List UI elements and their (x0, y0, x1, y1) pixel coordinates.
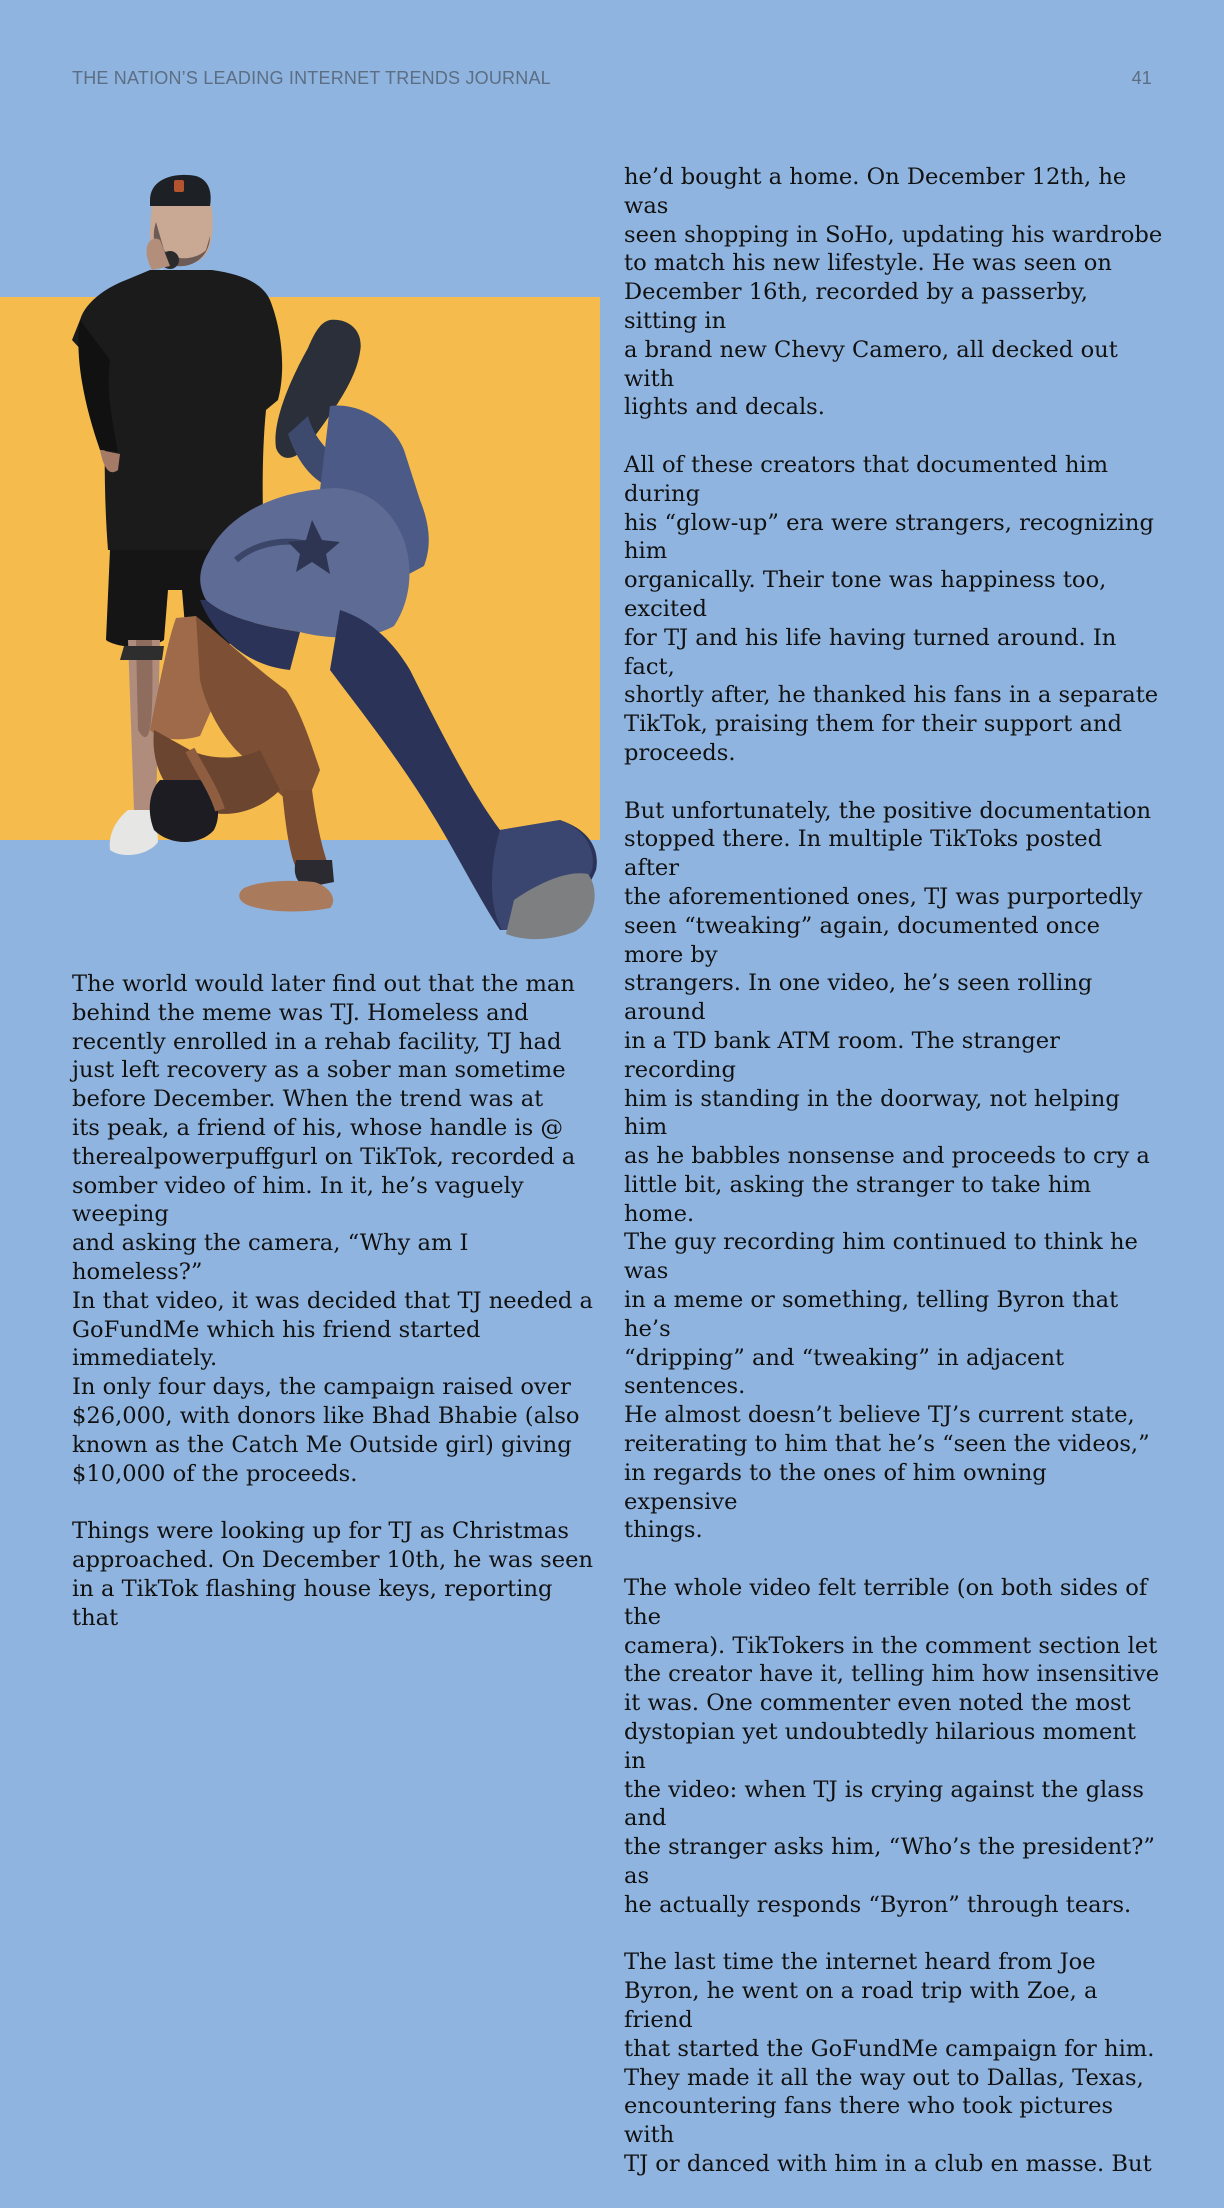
right-column (624, 163, 1164, 2208)
left-column (72, 970, 600, 1661)
paragraph: The world would later find out that the man behind the meme was TJ. Homeless and recently enrolled in a rehab facility, TJ had just left recovery as a sober man sometime before December. When the trend was at its peak, a friend of his, whose handle is @ therealpowerpuffgurl on TikTok, recorded a somber video of him. In it, he’s vaguely weeping and asking the camera, “Why am I homeless?” In that video, it was decided that TJ needed a GoFundMe which his friend started immediately. In only four days, the campaign raised over $26,000, with donors like Bhad Bhabie (also known as the Catch Me Outside girl) giving $10,000 of the proceeds. (72, 971, 593, 1487)
page-number: 41 (1131, 68, 1152, 88)
page-header (72, 68, 1152, 89)
paragraph: he’d bought a home. On December 12th, he was seen shopping in SoHo, updating his wardrobe to match his new lifestyle. He was seen on December 16th, recorded by a passerby, sitting in a brand new Chevy Camero, all decked out with lights and decals. (624, 164, 1163, 421)
breakdancer-and-rapper-illustration (0, 170, 612, 960)
paragraph: Things were looking up for TJ as Christmas approached. On December 10th, he was seen in a TikTok flashing house keys, reporting that (72, 1518, 594, 1631)
paragraph: All of these creators that documented him during his “glow-up” era were strangers, recognizing him organically. Their tone was happiness too, excited for TJ and his life having turned around. In fact, shortly after, he thanked his fans in a separate TikTok, praising them for their support and proceeds. (624, 451, 1159, 766)
paragraph: But unfortunately, the positive documentation stopped there. In multiple TikToks posted after the aforementioned ones, TJ was purportedly seen “tweaking” again, documented once more by strangers. In one video, he’s seen rolling around in a TD bank ATM room. The stranger recording him is standing in the doorway, not helping him as he babbles nonsense and proceeds to cry a little bit, asking the stranger to take him home. The guy recording him continued to think he was in a meme or something, telling Byron that he’s “dripping” and “tweaking” in adjacent sentences. He almost doesn’t believe TJ’s current state, reiterating to him that he’s “seen the videos,” in regards to the ones of him owning expensive things. (624, 797, 1152, 1544)
paragraph: The whole video felt terrible (on both sides of the camera). TikTokers in the comment section let the creator have it, telling him how insensitive it was. One commenter even noted the most dystopian yet undoubtedly hilarious moment in the video: when TJ is crying against the glass and the stranger asks him, “Who’s the president?” as he actually responds “Byron” through tears. (624, 1575, 1160, 1918)
journal-title: THE NATION’S LEADING INTERNET TRENDS JOURNAL (72, 68, 551, 88)
paragraph: The last time the internet heard from Joe Byron, he went on a road trip with Zoe, a friend that started the GoFundMe campaign for him. They made it all the way out to Dallas, Texas, encountering fans there who took pictures with TJ or danced with him in a club en masse. But (624, 1949, 1155, 2177)
